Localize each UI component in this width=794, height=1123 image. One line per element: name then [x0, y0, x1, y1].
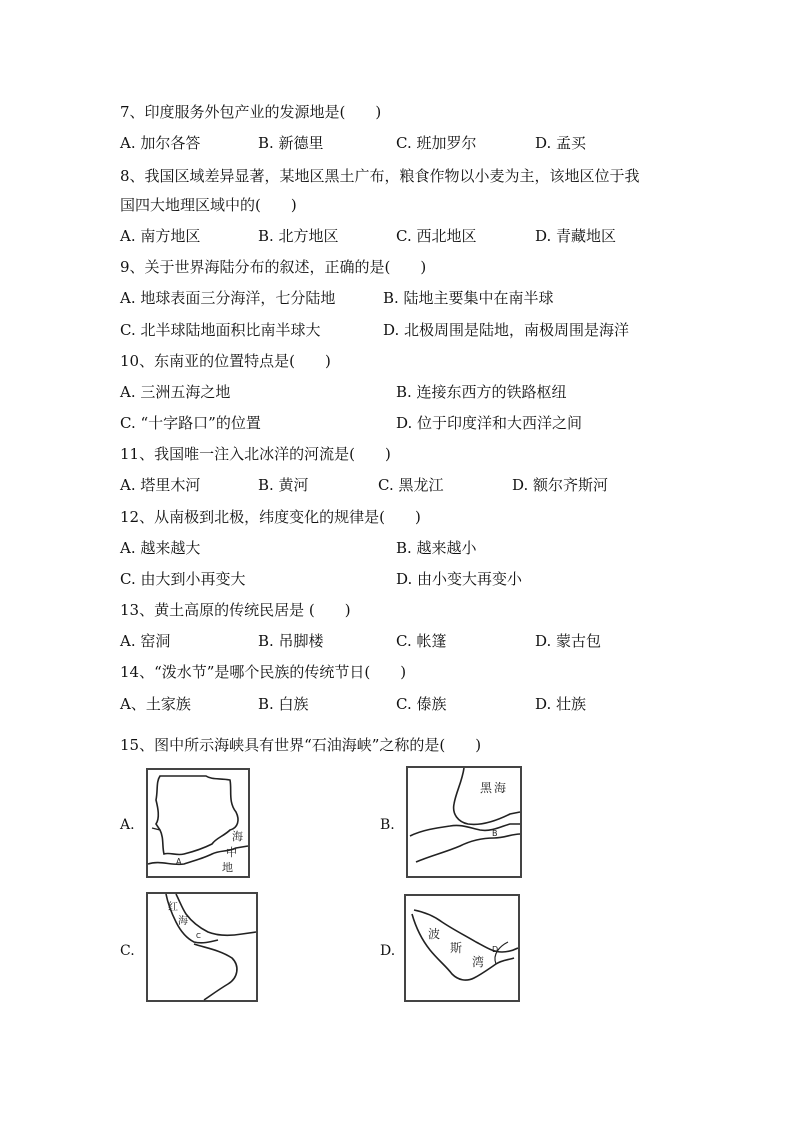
q7-option-b[interactable]: B. 新德里: [258, 134, 324, 152]
q14-option-c[interactable]: C. 傣族: [396, 695, 447, 713]
question-15-stem: 15、图中所示海峡具有世界“石油海峡”之称的是( ): [120, 736, 482, 754]
q11-option-b[interactable]: B. 黄河: [258, 476, 309, 494]
q10-option-d[interactable]: D. 位于印度洋和大西洋之间: [396, 414, 583, 432]
map-c-bab-el-mandeb[interactable]: [146, 892, 258, 1002]
q9-option-b[interactable]: B. 陆地主要集中在南半球: [383, 289, 554, 307]
q7-option-a[interactable]: A. 加尔各答: [120, 134, 201, 152]
q15-option-a-label[interactable]: A.: [120, 817, 135, 833]
q13-option-b[interactable]: B. 吊脚楼: [258, 632, 324, 650]
q9-option-c[interactable]: C. 北半球陆地面积比南半球大: [120, 321, 321, 339]
question-10-stem: 10、东南亚的位置特点是( ): [120, 352, 331, 370]
q15-option-b-label[interactable]: B.: [380, 817, 395, 833]
map-d-label-si: 斯: [450, 941, 463, 955]
q13-option-a[interactable]: A. 窑洞: [120, 632, 171, 650]
map-a-label-zhong: 中: [226, 846, 237, 859]
map-a-strait-of-gibraltar[interactable]: [146, 768, 250, 878]
q12-option-a[interactable]: A. 越来越大: [120, 539, 201, 557]
q14-option-a[interactable]: A、土家族: [120, 695, 191, 713]
question-11-stem: 11、我国唯一注入北冰洋的河流是( ): [120, 445, 391, 463]
q8-option-c[interactable]: C. 西北地区: [396, 227, 477, 245]
q9-option-a[interactable]: A. 地球表面三分海洋，七分陆地: [120, 289, 336, 307]
map-b-bosporus[interactable]: [406, 766, 522, 878]
q10-option-c[interactable]: C. “十字路口”的位置: [120, 414, 261, 432]
q14-option-d[interactable]: D. 壮族: [535, 695, 587, 713]
q7-option-d[interactable]: D. 孟买: [535, 134, 587, 152]
q8-option-a[interactable]: A. 南方地区: [120, 227, 201, 245]
q14-option-b[interactable]: B. 白族: [258, 695, 309, 713]
question-9-stem: 9、关于世界海陆分布的叙述，正确的是( ): [120, 258, 427, 276]
question-13-stem: 13、黄土高原的传统民居是 ( ): [120, 601, 351, 619]
q12-option-c[interactable]: C. 由大到小再变大: [120, 570, 246, 588]
q12-option-b[interactable]: B. 越来越小: [396, 539, 477, 557]
map-d-strait-of-hormuz[interactable]: [404, 894, 520, 1002]
q11-option-a[interactable]: A. 塔里木河: [120, 476, 201, 494]
q9-option-d[interactable]: D. 北极周围是陆地，南极周围是海洋: [383, 321, 630, 339]
q13-option-c[interactable]: C. 帐篷: [396, 632, 447, 650]
q8-option-b[interactable]: B. 北方地区: [258, 227, 339, 245]
q15-option-c-label[interactable]: C.: [120, 943, 135, 959]
question-12-stem: 12、从南极到北极，纬度变化的规律是( ): [120, 508, 421, 526]
q10-option-b[interactable]: B. 连接东西方的铁路枢纽: [396, 383, 567, 401]
map-c-label-hong: 红: [168, 902, 178, 913]
map-d-label-bo: 波: [428, 927, 441, 941]
map-d-label-d: D: [492, 945, 499, 954]
question-14-stem: 14、“泼水节”是哪个民族的传统节日( ): [120, 663, 407, 681]
map-b-label-hei: 黑: [480, 781, 493, 795]
q11-option-c[interactable]: C. 黑龙江: [378, 476, 444, 494]
q8-option-d[interactable]: D. 青藏地区: [535, 227, 617, 245]
map-a-label-a: A: [176, 857, 182, 866]
map-b-label-b: B: [492, 829, 498, 838]
map-a-label-hai: 海: [232, 830, 243, 843]
question-7-stem: 7、印度服务外包产业的发源地是( ): [120, 103, 382, 121]
q10-option-a[interactable]: A. 三洲五海之地: [120, 383, 231, 401]
map-c-label-c: C: [196, 932, 201, 940]
map-b-label-hai: 海: [494, 781, 507, 795]
q7-option-c[interactable]: C. 班加罗尔: [396, 134, 477, 152]
q12-option-d[interactable]: D. 由小变大再变小: [396, 570, 523, 588]
q15-option-d-label[interactable]: D.: [380, 943, 396, 959]
q13-option-d[interactable]: D. 蒙古包: [535, 632, 602, 650]
map-c-label-hai: 海: [178, 916, 188, 927]
question-8-stem-line2: 国四大地理区域中的( ): [120, 196, 297, 214]
map-d-label-wan: 湾: [472, 955, 485, 969]
map-a-label-di: 地: [222, 861, 233, 874]
q11-option-d[interactable]: D. 额尔齐斯河: [512, 476, 609, 494]
question-8-stem-line1: 8、我国区域差异显著，某地区黑土广布，粮食作物以小麦为主，该地区位于我: [120, 167, 640, 185]
